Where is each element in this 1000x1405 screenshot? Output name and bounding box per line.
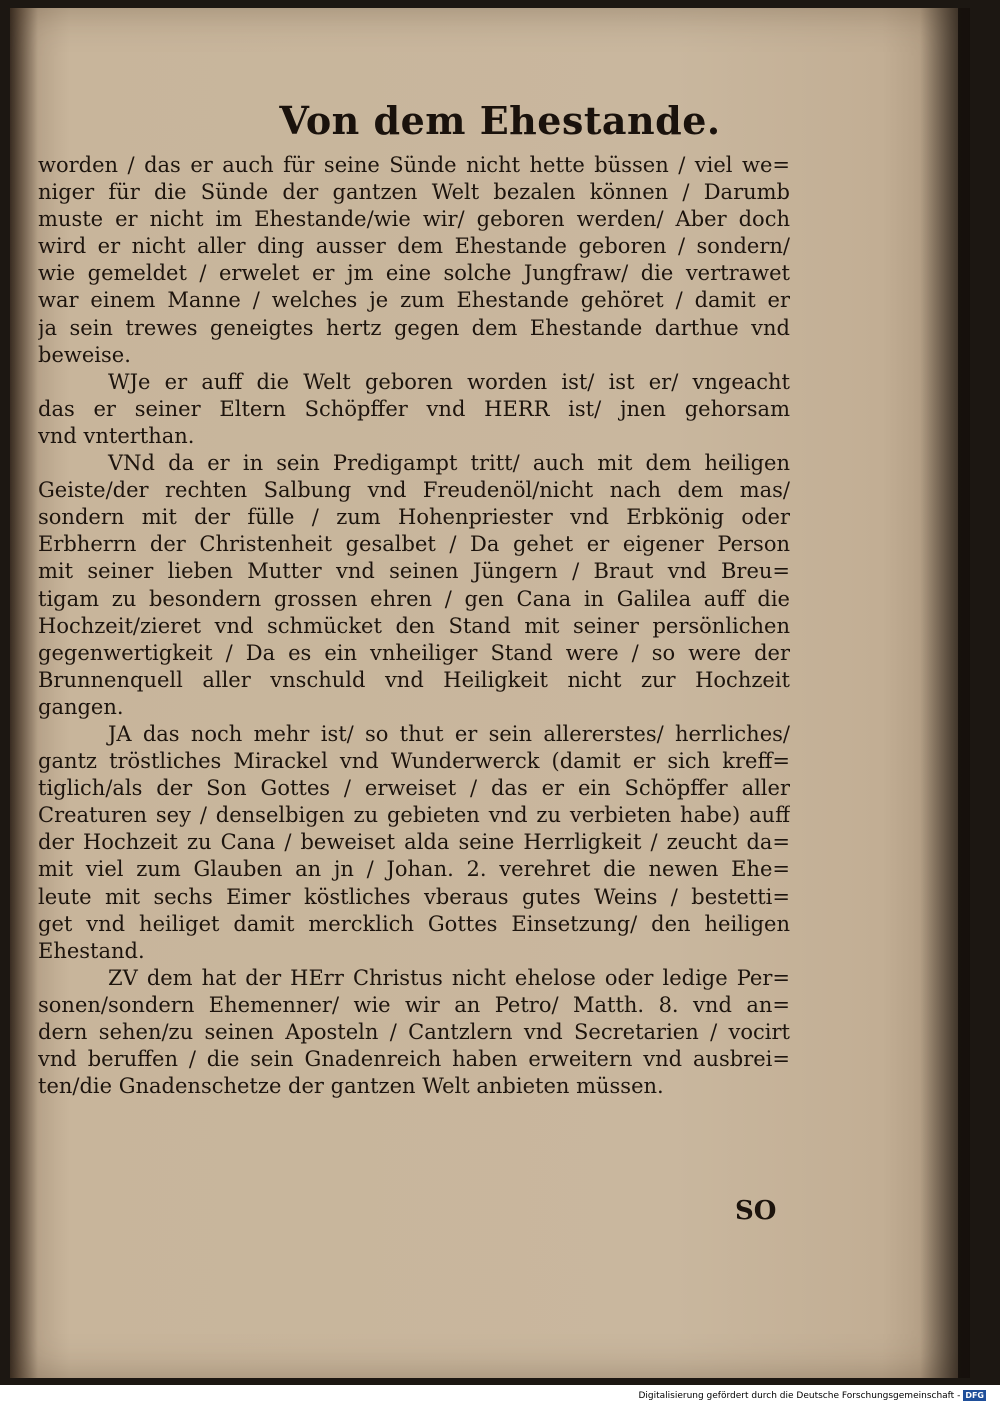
text-line: muste er nicht im Ehestande/wie wir/ geboren werden/ Aber doch bbox=[38, 207, 790, 232]
footer-credit: Digitalisierung gefördert durch die Deutsche Forschungsgemeinschaft - bbox=[638, 1390, 961, 1401]
text-line: sonen/sondern Ehemenner/ wie wir an Petro/ Matth. 8. vnd an= bbox=[38, 992, 790, 1017]
body-text bbox=[38, 152, 790, 1100]
footer bbox=[638, 1390, 986, 1401]
text-line: gantz tröstliches Mirackel vnd Wunderwerck (damit er sich kreff= bbox=[38, 749, 790, 774]
paragraph bbox=[38, 721, 790, 965]
text-line: vnd beruffen / die sein Gnadenreich haben erweitern vnd ausbrei= bbox=[38, 1047, 790, 1072]
text-line: worden / das er auch für seine Sünde nicht hette büssen / viel we= bbox=[38, 153, 790, 177]
text-line: leute mit sechs Eimer köstliches vberaus gutes Weins / bestetti= bbox=[38, 884, 790, 909]
text-line: beweise. bbox=[38, 342, 131, 367]
text-line: Geiste/der rechten Salbung vnd Freudenöl/nicht nach dem mas/ bbox=[38, 478, 790, 503]
text-line: dern sehen/zu seinen Aposteln / Cantzlern vnd Secretarien / vocirt bbox=[38, 1020, 790, 1044]
paragraph bbox=[38, 369, 790, 450]
text-line: war einem Manne / welches je zum Ehestande gehöret / damit er bbox=[38, 288, 790, 313]
text-line: Creaturen sey / denselbigen zu gebieten vnd zu verbieten habe) auff bbox=[38, 803, 790, 828]
paragraph bbox=[38, 965, 790, 1100]
text-line: ja sein trewes geneigtes hertz gegen dem Ehestande darthue vnd bbox=[38, 315, 790, 340]
text-line: tigam zu besondern grossen ehren / gen Cana in Galilea auff die bbox=[38, 586, 790, 611]
text-line: Hochzeit/zieret vnd schmücket den Stand mit seiner persönlichen bbox=[38, 613, 790, 638]
paragraph bbox=[38, 152, 790, 369]
text-line: gangen. bbox=[38, 694, 124, 719]
text-line: Brunnenquell aller vnschuld vnd Heiligkeit nicht zur Hochzeit bbox=[38, 667, 790, 692]
text-line: wie gemeldet / erwelet er jm eine solche Jungfraw/ die vertrawet bbox=[38, 261, 790, 286]
text-line: der Hochzeit zu Cana / beweiset alda seine Herrligkeit / zeucht da= bbox=[38, 830, 790, 855]
dfg-logo: DFG bbox=[965, 1391, 984, 1400]
text-line: VNd da er in sein Predigampt tritt/ auch mit dem heiligen bbox=[108, 451, 790, 476]
text-line: niger für die Sünde der gantzen Welt bezalen können / Darumb bbox=[38, 180, 790, 205]
text-line: WJe er auff die Welt geboren worden ist/ ist er/ vngeacht bbox=[108, 369, 790, 394]
text-line: Erbherrn der Christenheit gesalbet / Da gehet er eigener Person bbox=[38, 532, 790, 557]
text-line: mit viel zum Glauben an jn / Johan. 2. verehret die newen Ehe= bbox=[38, 857, 790, 882]
text-line: das er seiner Eltern Schöpffer vnd HERR ist/ jnen gehorsam bbox=[38, 396, 790, 421]
text-line: wird er nicht aller ding ausser dem Ehestande geboren / sondern/ bbox=[38, 234, 790, 259]
text-line: vnd vnterthan. bbox=[38, 423, 195, 448]
text-line: gegenwertigkeit / Da es ein vnheiliger Stand were / so were der bbox=[38, 640, 790, 665]
text-line: sondern mit der fülle / zum Hohenpriester vnd Erbkönig oder bbox=[38, 505, 790, 530]
text-line: JA das noch mehr ist/ so thut er sein allererstes/ herrliches/ bbox=[108, 721, 790, 746]
catchword: SO bbox=[735, 1196, 777, 1226]
text-line: mit seiner lieben Mutter vnd seinen Jüngern / Braut vnd Breu= bbox=[38, 559, 790, 584]
text-line: get vnd heiliget damit mercklich Gottes Einsetzung/ den heiligen bbox=[38, 911, 790, 936]
running-head: Von dem Ehestande. bbox=[279, 98, 721, 143]
text-line: ten/die Gnadenschetze der gantzen Welt anbieten müssen. bbox=[38, 1074, 664, 1099]
text-line: Ehestand. bbox=[38, 938, 145, 963]
text-line: ZV dem hat der HErr Christus nicht ehelose oder ledige Per= bbox=[108, 965, 790, 990]
paragraph bbox=[38, 450, 790, 721]
text-line: tiglich/als der Son Gottes / erweiset / das er ein Schöpffer aller bbox=[38, 776, 790, 801]
